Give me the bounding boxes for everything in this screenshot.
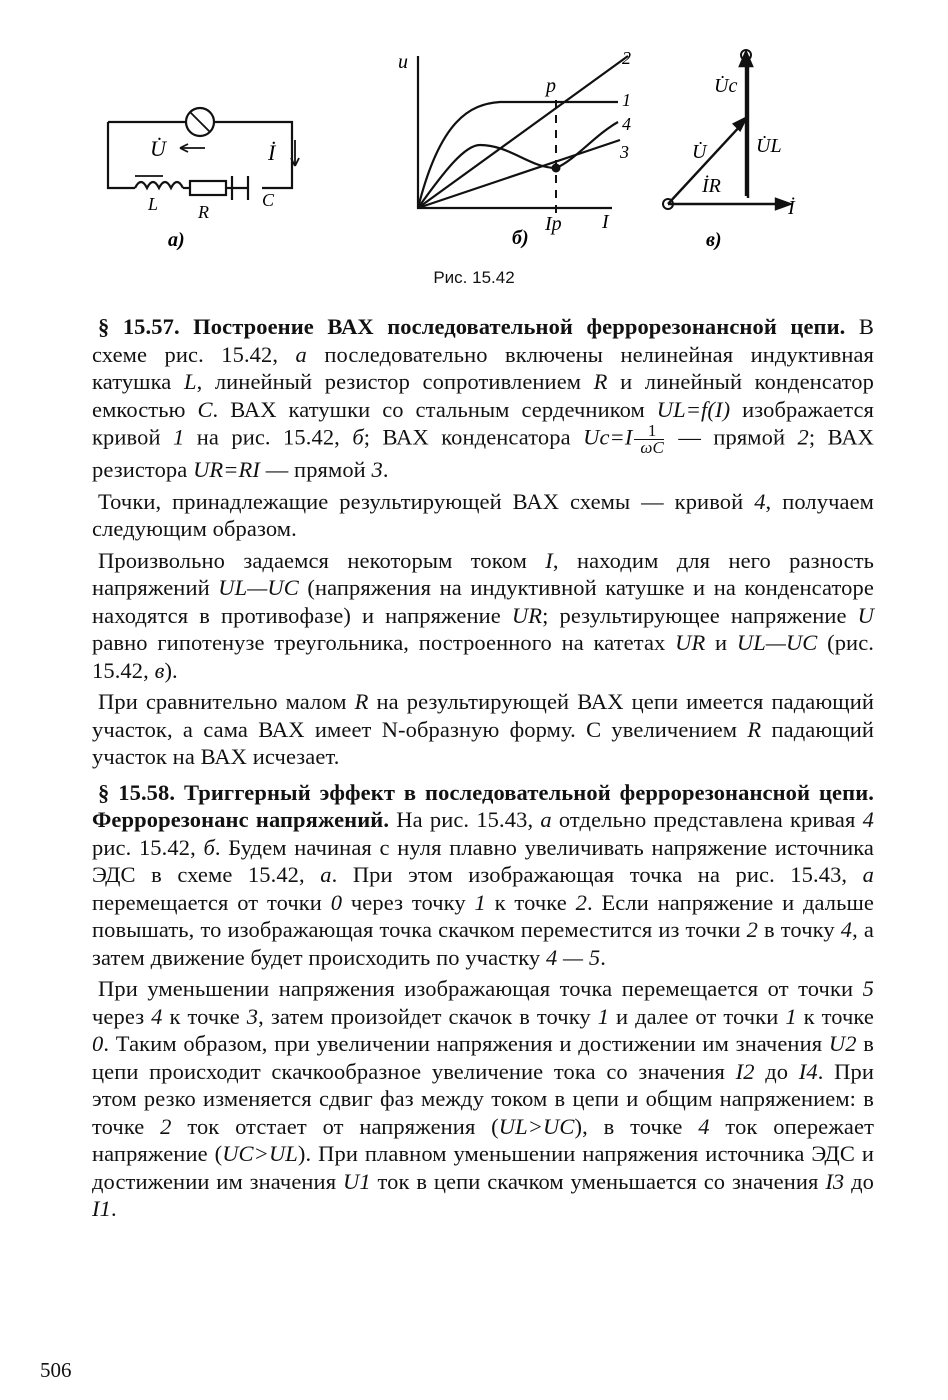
text-run: (рис. 15.42,	[92, 630, 875, 683]
text-run: к точке	[485, 889, 576, 915]
graph-axis-u: u	[398, 51, 408, 73]
section-heading: § 15.57. Построение ВАХ последовательной феррорезонансной цепи.	[98, 314, 846, 339]
text-run: — прямой	[260, 457, 372, 482]
math-run: 0	[330, 889, 343, 915]
text-run: ).	[164, 657, 178, 683]
text-run: , получаем следующим образом.	[92, 488, 874, 541]
math-run: а	[540, 807, 552, 832]
graph-label-p: p	[546, 75, 556, 97]
text-run: Произвольно задаемся некоторым током	[98, 547, 546, 573]
text-run: .	[382, 457, 389, 482]
text-run: , находим для него разность напряжений	[92, 547, 874, 600]
text-run: отдельно представлена кривая	[551, 807, 863, 832]
text-run: в точку	[757, 917, 841, 942]
circuit-label-U: U̇	[150, 136, 166, 161]
text-run: к точке	[162, 1003, 247, 1029]
text-run: к точке	[796, 1003, 874, 1029]
circuit-label-R: R	[198, 202, 209, 222]
text-run: Точки, принадлежащие результирующей ВАХ схемы — кривой	[98, 488, 755, 514]
math-run: 5	[862, 976, 874, 1001]
math-run: I3	[825, 1168, 845, 1194]
math-run: б	[203, 834, 215, 860]
paragraph-6	[92, 975, 874, 1223]
math-run: UL—UC	[736, 630, 818, 655]
math-run: UR	[675, 630, 706, 655]
math-run: U2	[828, 1031, 857, 1056]
vector-label-UL: U̇L	[756, 135, 782, 157]
text-run: и далее от точки	[609, 1003, 786, 1029]
text-run: При сравнительно малом	[98, 689, 355, 714]
vector-label-IR: İR	[702, 175, 721, 197]
circuit-label-C: C	[262, 190, 275, 210]
text-run: . Будем начиная с нуля плавно увеличивать напряжение источника ЭДС в схеме 15.42,	[92, 834, 874, 887]
math-run: L	[183, 369, 197, 394]
math-run: I2	[735, 1058, 755, 1084]
text-run: ; ВАХ конденсатора	[363, 424, 584, 450]
figure-caption: Рис. 15.42	[433, 268, 515, 287]
section-heading: § 15.58. Триггерный эффект в последовательной феррорезонансной цепи. Феррорезонанс напряжений.	[92, 779, 874, 832]
math-run: 3	[246, 1003, 259, 1029]
text-run: , затем произойдет скачок в точку	[258, 1003, 598, 1029]
text-run: перемещается от точки	[92, 889, 331, 915]
text-run: и линейный конденсатор емкостью	[92, 369, 875, 422]
math-run: 3	[371, 457, 383, 482]
vector-label-c: в)	[706, 229, 722, 251]
vector-label-U: U̇	[692, 141, 707, 163]
text-run: до	[844, 1168, 874, 1194]
text-run: последовательно включены нелинейная индуктивная катушка	[92, 341, 875, 394]
graph-curve-label-3: 3	[620, 142, 629, 162]
math-run: 1	[172, 424, 185, 450]
text-run: . При этом резко изменяется сдвиг фаз между током в цепи и общим напряжением: в точке	[92, 1058, 874, 1139]
text-run: (напряжения на индуктивной катушке и на конденсаторе находятся в противофазе) и напряжение	[92, 575, 874, 628]
circuit-label-L: L	[148, 194, 159, 214]
math-run: UL>UC	[498, 1113, 575, 1139]
vector-label-I: İ	[788, 197, 795, 219]
circuit-label-a: а)	[168, 229, 185, 251]
text-run: и	[705, 630, 737, 655]
vector-label-Uc: U̇c	[714, 75, 738, 97]
text-run: . Таким образом, при увеличении напряжения и достижении им значения	[103, 1031, 829, 1056]
math-run: C	[197, 396, 213, 422]
math-run: 4	[754, 488, 766, 514]
text-run: на результирующей ВАХ цепи имеется падающий участок, а сама ВАХ имеет N-образную форму. С увеличением	[92, 689, 874, 742]
text-run: ; результирующее напряжение	[542, 602, 858, 628]
graph-axis-I: I	[602, 211, 609, 233]
body-text	[92, 313, 874, 1227]
text-run: ), в точке	[574, 1113, 699, 1139]
math-run: 1	[785, 1003, 797, 1029]
text-run: . Если напряжение и дальше повышать, то изображающая точка скачком переместится из точки	[92, 889, 875, 942]
math-run: I1	[92, 1196, 111, 1221]
text-run: ; ВАХ резистора	[92, 424, 875, 482]
point-p-lower	[552, 164, 561, 173]
vac-graph	[418, 56, 628, 218]
math-run: UL—UC	[218, 575, 299, 600]
math-run: 4	[151, 1003, 163, 1029]
math-run: 2	[575, 889, 587, 915]
fraction-denominator: ωC	[640, 438, 664, 457]
curve-3-line	[418, 140, 620, 208]
math-run: 4	[698, 1113, 710, 1139]
text-run: При уменьшении напряжения изображающая точка перемещается от точки	[98, 976, 863, 1001]
text-run: , а затем движение будет происходить по участку	[92, 917, 874, 970]
math-run: в	[154, 657, 165, 683]
paragraph-3	[92, 547, 874, 685]
text-run: до	[754, 1058, 799, 1084]
text-run: . При этом изображающая точка на рис. 15.43,	[331, 862, 863, 887]
section-15-57	[92, 313, 874, 484]
paragraph-2	[92, 488, 874, 543]
text-run: На рис. 15.43,	[389, 807, 541, 832]
graph-curve-label-1: 1	[622, 90, 631, 110]
text-run: ток отстает от напряжения (	[171, 1113, 499, 1139]
text-run: .	[110, 1196, 117, 1221]
math-run: U1	[342, 1168, 371, 1194]
math-run: U	[857, 602, 874, 628]
math-run: 1	[597, 1003, 610, 1029]
math-run: 0	[92, 1031, 104, 1056]
circuit-label-I: İ	[268, 140, 276, 165]
math-run: UR=RI	[193, 457, 260, 482]
math-run: 4 — 5	[545, 944, 601, 970]
figure-15-42	[0, 0, 948, 300]
math-run: б	[352, 424, 364, 450]
text-run: ток в цепи скачком уменьшается со значения	[370, 1168, 826, 1194]
graph-curve-label-2: 2	[622, 48, 631, 68]
text-run: изображается кривой	[92, 396, 874, 450]
text-run: через точку	[342, 889, 475, 915]
text-run: рис. 15.42,	[92, 834, 204, 860]
text-run: на рис. 15.42,	[184, 424, 353, 450]
math-run: а	[862, 862, 875, 887]
text-run: ток опережает напряжение (	[92, 1113, 875, 1166]
text-run: — прямой	[665, 424, 798, 450]
text-run: В схеме рис. 15.42,	[92, 314, 874, 367]
text-run: .	[600, 944, 606, 970]
page-number: 506	[40, 1358, 72, 1382]
math-run: R	[354, 689, 369, 714]
text-run: , линейный резистор сопротивлением	[196, 369, 594, 394]
text-run: . ВАХ катушки со стальным сердечником	[212, 396, 657, 422]
math-run: Uc=I	[583, 424, 633, 450]
section-15-58	[92, 779, 874, 972]
math-run: I4	[798, 1058, 818, 1084]
math-run: I	[545, 547, 553, 573]
math-run: UR	[511, 602, 543, 628]
math-run: 2	[746, 917, 758, 942]
graph-label-b: б)	[512, 227, 529, 249]
text-run: ). При плавном уменьшении напряжения источника ЭДС и достижении им значения	[92, 1141, 875, 1194]
math-run: а	[320, 862, 332, 887]
text-run: в цепи происходит скачкообразное увеличение тока со значения	[92, 1031, 874, 1084]
math-run: 2	[160, 1113, 172, 1139]
math-run: 4	[862, 807, 874, 832]
text-run: через	[92, 1003, 152, 1029]
math-run: R	[593, 369, 608, 394]
graph-curve-label-4: 4	[622, 114, 631, 134]
math-run: R	[747, 716, 762, 742]
fraction	[634, 423, 664, 456]
fraction-numerator: 1	[634, 423, 664, 440]
text-run: равно гипотенузе треугольника, построенного на катетах	[92, 630, 676, 655]
math-run: UL=f(I)	[656, 396, 731, 422]
paragraph-4	[92, 688, 874, 771]
math-run: UC>UL	[222, 1141, 298, 1166]
text-run: падающий участок на ВАХ исчезает.	[92, 716, 874, 769]
math-run: 2	[797, 424, 809, 450]
math-run: 4	[840, 917, 853, 942]
graph-label-Ip: Iр	[545, 213, 562, 235]
math-run: 1	[474, 889, 486, 915]
math-run: а	[295, 341, 307, 367]
